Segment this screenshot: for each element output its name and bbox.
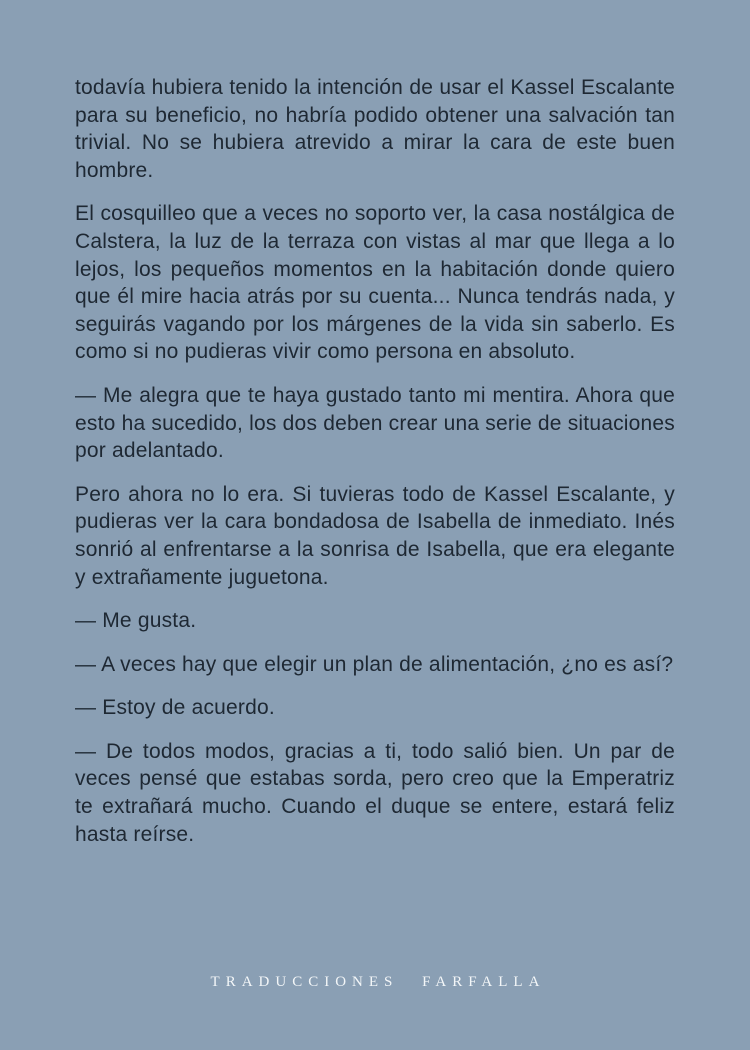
body-text	[75, 74, 675, 848]
paragraph: El cosquilleo que a veces no soporto ver, la casa nostálgica de Calstera, la luz de la terraza con vistas al mar que llega a lo lejos, los pequeños momentos en la habitación donde quiero que él mire hacia atrás por su cuenta... Nunca tendrás nada, y seguirás vagando por los márgenes de la vida sin saberlo. Es como si no pudieras vivir como persona en absoluto.	[75, 202, 675, 364]
paragraph: todavía hubiera tenido la intención de usar el Kassel Escalante para su beneficio, no habría podido obtener una salvación tan trivial. No se hubiera atrevido a mirar la cara de este buen hombre.	[75, 76, 675, 182]
paragraph-dialogue: — Me alegra que te haya gustado tanto mi mentira. Ahora que esto ha sucedido, los dos deben crear una serie de situaciones por adelantado.	[75, 383, 675, 463]
paragraph: Pero ahora no lo era. Si tuvieras todo de Kassel Escalante, y pudieras ver la cara bondadosa de Isabella de inmediato. Inés sonrió al enfrentarse a la sonrisa de Isabella, que era elegante y extrañamente juguetona.	[75, 482, 675, 589]
translator-credit: TRADUCCIONES FARFALLA	[210, 974, 546, 990]
paragraph-dialogue: — Me gusta.	[75, 609, 197, 633]
footer	[0, 974, 750, 991]
paragraph-dialogue: — De todos modos, gracias a ti, todo salió bien. Un par de veces pensé que estabas sorda, pero creo que la Emperatriz te extrañará mucho. Cuando el duque se entere, estará feliz hasta reírse.	[75, 739, 675, 846]
paragraph-dialogue: — Estoy de acuerdo.	[75, 696, 275, 720]
paragraph-dialogue: — A veces hay que elegir un plan de alimentación, ¿no es así?	[75, 652, 674, 676]
